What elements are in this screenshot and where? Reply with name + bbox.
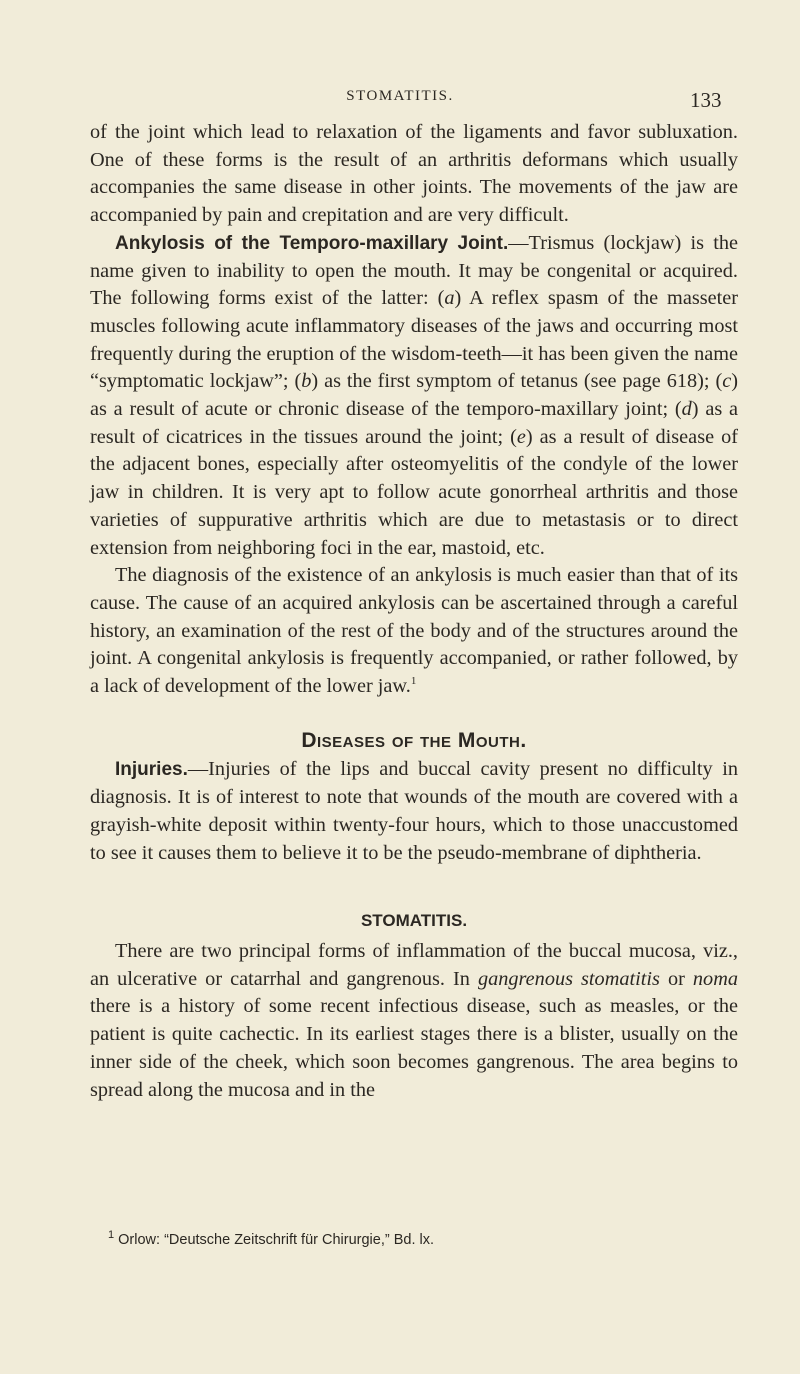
section-heading-stomatitis: STOMATITIS. [360, 911, 468, 931]
ankylosis-heading: Ankylosis of the Temporo-maxillary Joint. [115, 232, 509, 254]
paragraph-stomatitis [90, 938, 738, 1104]
paragraph-text: There are two principal forms of inflammation of the buccal mucosa, viz., an ulcerative or catarrhal and gangrenous. In [90, 939, 738, 990]
paragraph-diagnosis [90, 562, 738, 701]
paragraph-ankylosis [90, 230, 738, 562]
italic-term: noma [692, 967, 738, 990]
list-letter: a [444, 287, 455, 310]
paragraph-text: The diagnosis of the existence of an ankylosis is much easier than that of its cause. The cause of an acquired ankylosis can be ascertained through a careful history, an examination of the rest of the body and of the structures around the joint. A congenital ankylosis is frequently accompanied, or rather followed, by a lack of development of the lower jaw. [90, 564, 738, 698]
paragraph-text: or [659, 967, 693, 990]
italic-term: gangrenous stomatitis [477, 967, 660, 990]
paragraph-text: ) A reflex spasm of the masseter muscles following acute inflammatory diseases of the jaws and occurring most frequently during the eruption of the wisdom-teeth—it has been given the name “symptomatic lockjaw”; ( [90, 287, 739, 393]
paragraph-text: ) as a result of cicatrices in the tissues around the joint; ( [90, 398, 739, 448]
paragraph-text: —Injuries of the lips and buccal cavity present no difficulty in diagnosis. It is of interest to note that wounds of the mouth are covered with a grayish-white deposit within twenty-four hours, which to those unaccustomed to see it causes them to believe it to be the pseudo-membrane of diphtheria. [90, 758, 738, 864]
running-header: STOMATITIS. [346, 88, 454, 104]
injuries-heading: Injuries. [115, 759, 188, 781]
body-text [90, 119, 738, 1104]
footnote-mark: 1 [108, 1229, 115, 1242]
page-number: 133 [690, 88, 722, 112]
paragraph-injuries [90, 756, 738, 867]
paragraph-continuation: of the joint which lead to relaxation of the ligaments and favor subluxation. One of these forms is the result of an arthritis deformans which usually accompanies the same disease in other joints. The movements of the jaw are accompanied by pain and crepitation and are very difficult. [90, 121, 738, 227]
list-letter: c [722, 370, 732, 393]
footnote-text: Orlow: “Deutsche Zeitschrift für Chirurgie,” Bd. lx. [114, 1232, 435, 1248]
footnote-ref: 1 [410, 675, 417, 688]
list-letter: e [516, 425, 526, 448]
paragraph-text: there is a history of some recent infectious disease, such as measles, or the patient is quite cachectic. In its earliest stages there is a blister, usually on the inner side of the cheek, which soon becomes gangrenous. The area begins to spread along the mucosa and in the [90, 995, 738, 1101]
paragraph-text: ) as the first symptom of tetanus (see page 618); ( [311, 370, 723, 393]
list-letter: d [681, 398, 692, 421]
list-letter: b [301, 370, 312, 393]
paragraph-text: ) as a result of acute or chronic disease of the temporo-maxillary joint; ( [90, 370, 738, 421]
paragraph-text: ) as a result of disease of the adjacent bones, especially after osteomyelitis of the condyle of the lower jaw in children. It is very apt to follow acute gonorrheal arthritis and those varieties of suppurative arthritis which are due to metastasis or to direct extension from neighboring foci in the ear, mastoid, etc. [90, 425, 738, 559]
footnote [108, 1229, 748, 1248]
paragraph-text: —Trismus (lockjaw) is the name given to inability to open the mouth. It may be congenital or acquired. The following forms exist of the latter: ( [90, 231, 739, 310]
section-heading-diseases: Diseases of the Mouth. [301, 728, 527, 752]
